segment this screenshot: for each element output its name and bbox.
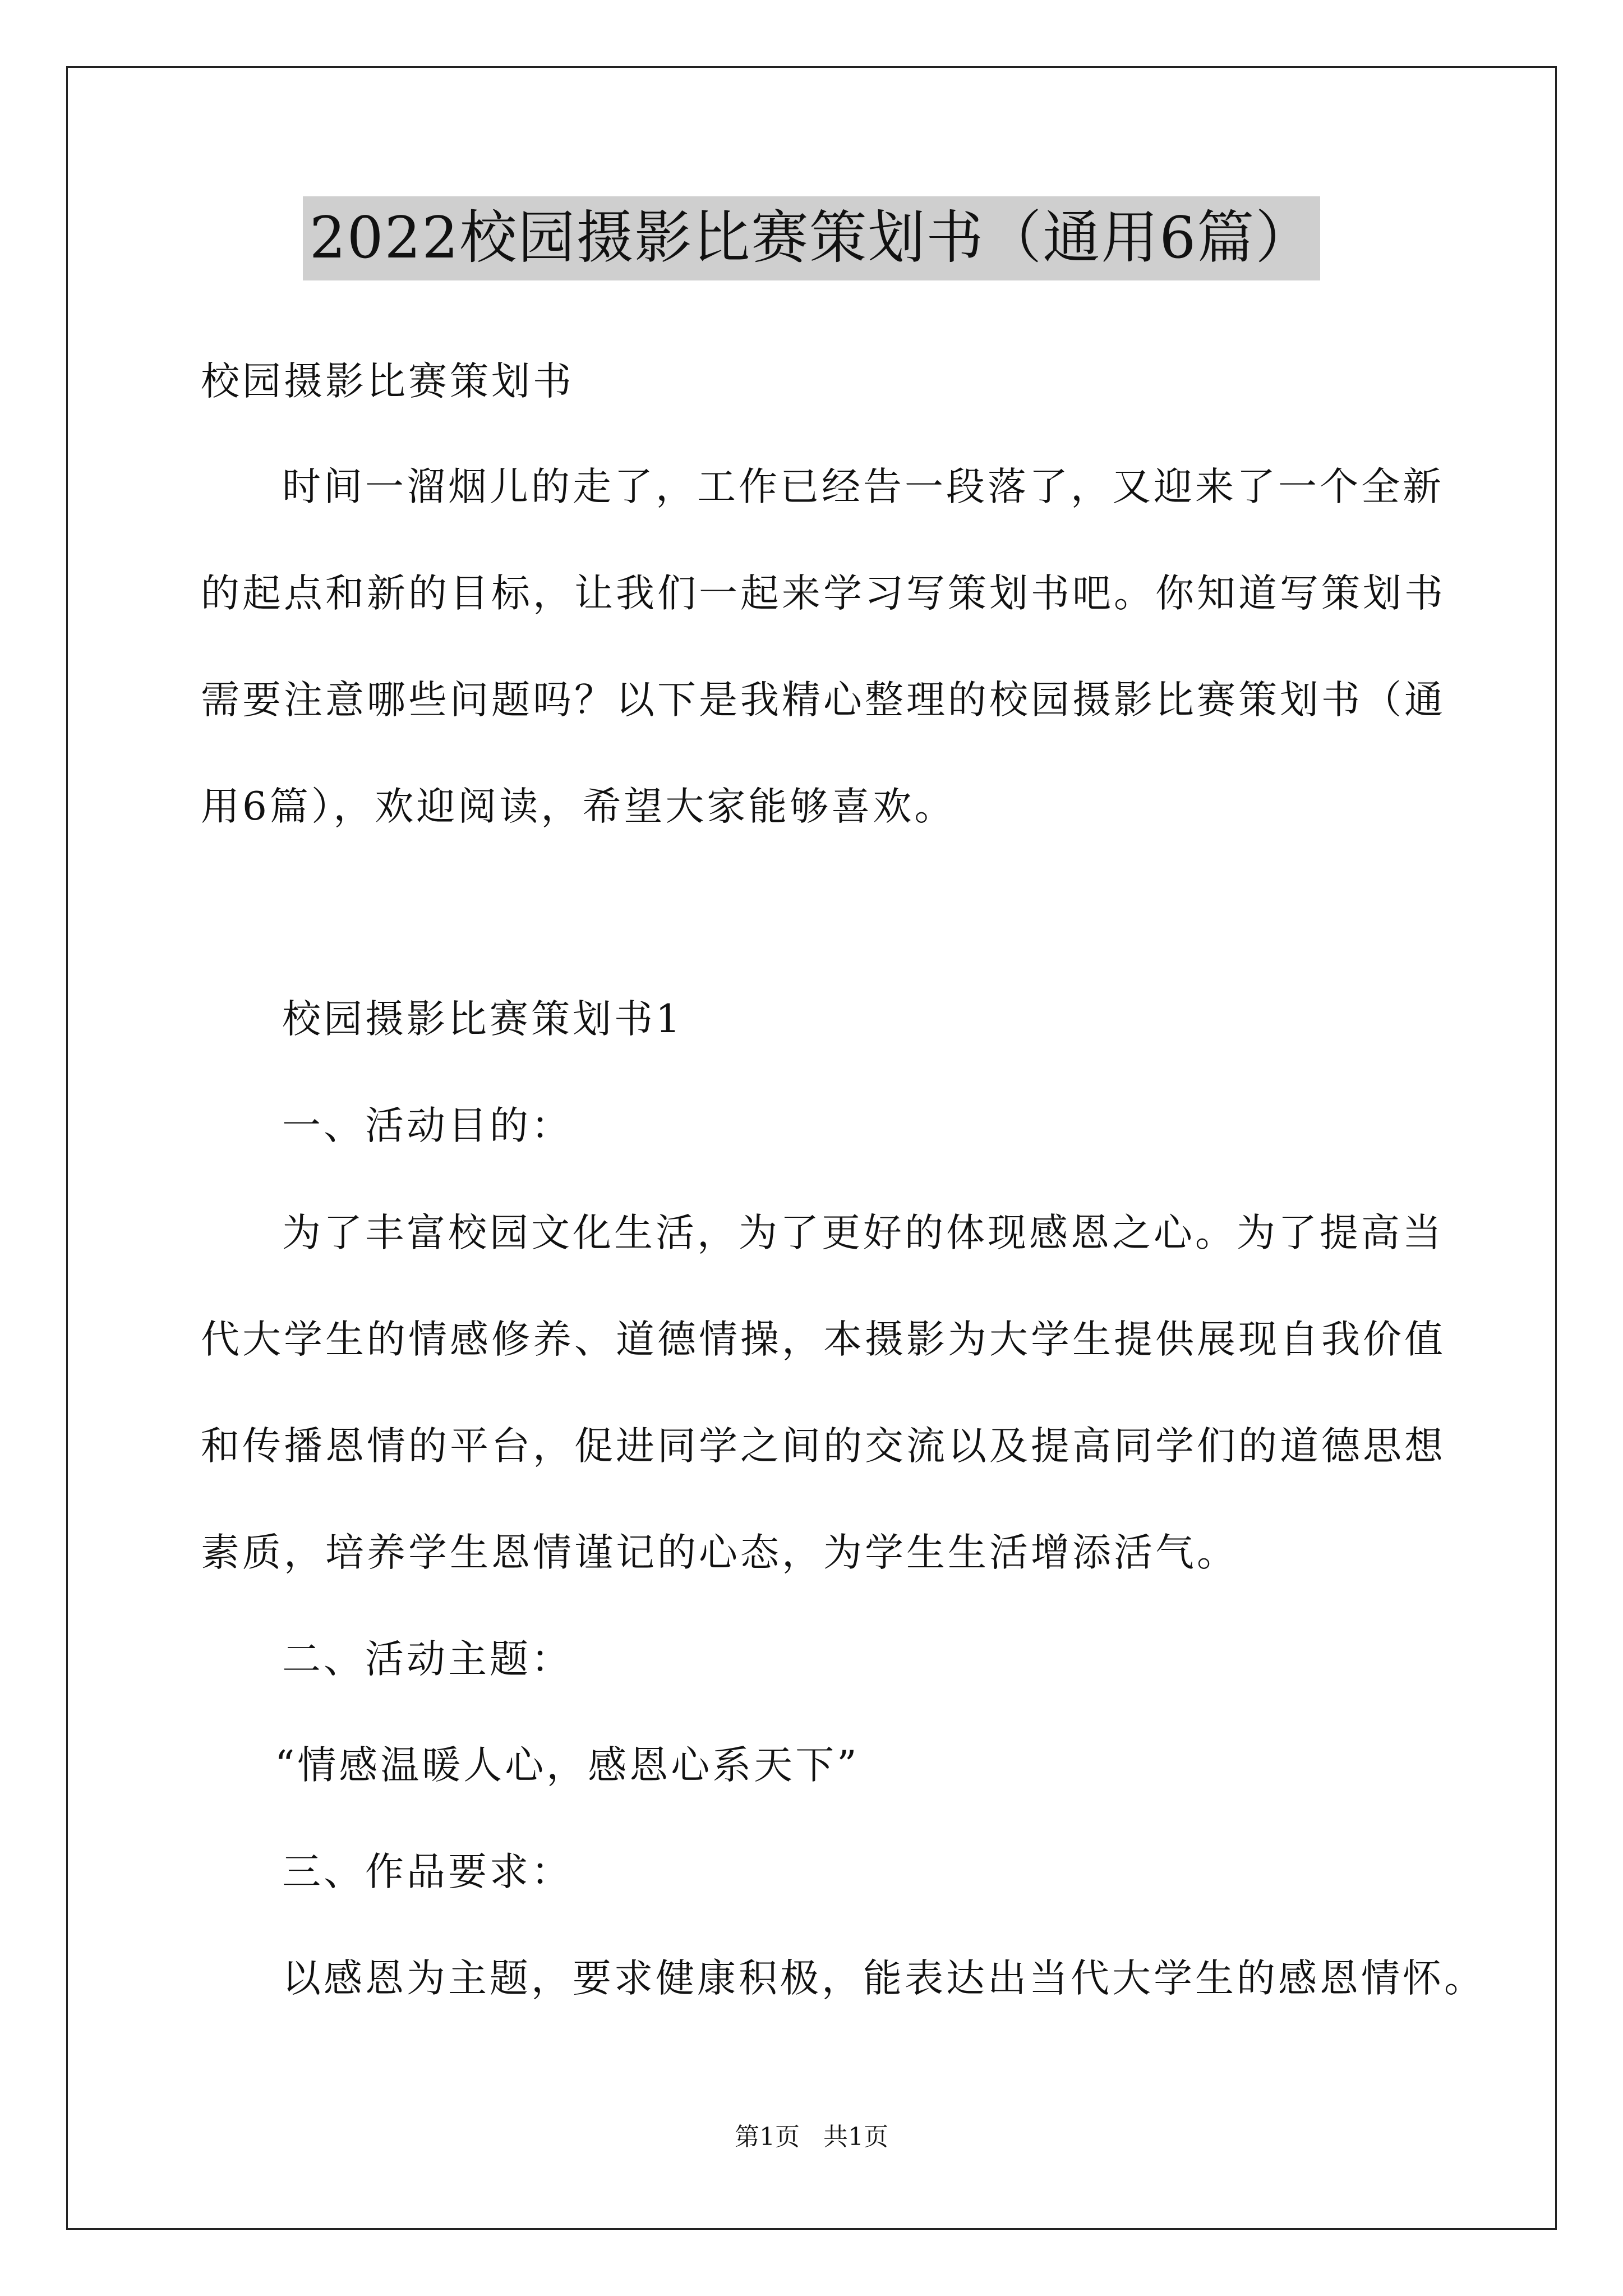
- heading-purpose: 一、活动目的：: [282, 1103, 573, 1148]
- intro-line-2: 的起点和新的目标，让我们一起来学习写策划书吧。你知道写策划书: [201, 571, 1446, 616]
- purpose-line-3: 和传播恩情的平台，促进同学之间的交流以及提高同学们的道德思想: [201, 1424, 1446, 1469]
- intro-line-3: 需要注意哪些问题吗？以下是我精心整理的校园摄影比赛策划书（通: [201, 678, 1446, 723]
- section-title: 校园摄影比赛策划书1: [282, 997, 683, 1042]
- purpose-line-4: 素质，培养学生恩情谨记的心态，为学生生活增添活气。: [201, 1530, 1238, 1575]
- page-footer: 第1页 共1页: [735, 2123, 888, 2151]
- heading-requirements: 三、作品要求：: [282, 1849, 573, 1894]
- intro-line-4: 用6篇），欢迎阅读，希望大家能够喜欢。: [201, 784, 956, 829]
- requirement-text: 以感恩为主题，要求健康积极，能表达出当代大学生的感恩情怀。: [282, 1956, 1486, 2001]
- purpose-line-2: 代大学生的情感修养、道德情操，本摄影为大学生提供展现自我价值: [201, 1317, 1446, 1362]
- heading-theme: 二、活动主题：: [282, 1637, 573, 1682]
- subtitle: 校园摄影比赛策划书: [201, 359, 574, 404]
- theme-quote: “情感温暖人心，感恩心系天下”: [275, 1743, 860, 1788]
- title-container: [0, 196, 1623, 280]
- document-title: 2022校园摄影比赛策划书（通用6篇）: [303, 196, 1320, 280]
- purpose-line-1: 为了丰富校园文化生活，为了更好的体现感恩之心。为了提高当: [282, 1211, 1444, 1255]
- intro-line-1: 时间一溜烟儿的走了，工作已经告一段落了，又迎来了一个全新: [282, 464, 1444, 509]
